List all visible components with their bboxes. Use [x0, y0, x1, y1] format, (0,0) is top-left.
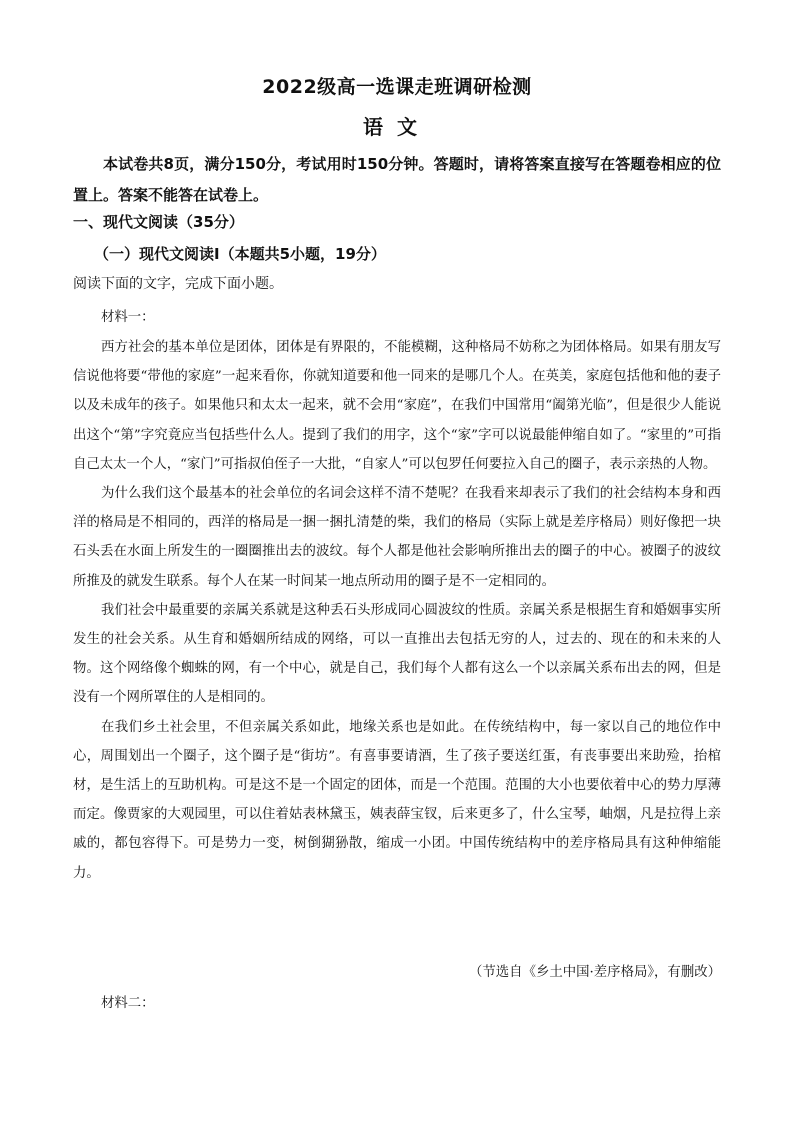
- exam-instructions: 本试卷共8页，满分150分，考试用时150分钟。答题时，请将答案直接写在答题卷相应的位置上。答案不能答在试卷上。: [73, 155, 721, 204]
- source-citation: （节选自《乡土中国·差序格局》，有删改）: [469, 965, 721, 980]
- part-heading: （一）现代文阅读Ⅰ（本题共5小题，19分）: [94, 245, 386, 263]
- exam-title: 2022级高一选课走班调研检测: [262, 76, 532, 98]
- material-one-paragraph: 为什么我们这个最基本的社会单位的名词会这样不清不楚呢？在我看来却表示了我们的社会结构本身和西洋的格局是不相同的，西洋的格局是一捆一捆扎清楚的柴，我们的格局（实际上就是差序格局）则好像把一块石头丢在水面上所发生的一圈圈推出去的波纹。每个人都是他社会影响所推出去的圈子的中心。被圈子的波纹所推及的就发生联系。每个人在某一时间某一地点所动用的圈子是不一定相同的。: [73, 486, 721, 589]
- subject-title: 语文: [363, 115, 431, 139]
- material-one-label: 材料一：: [101, 310, 155, 325]
- material-one-body: [73, 333, 721, 888]
- material-one-paragraph: 在我们乡土社会里，不但亲属关系如此，地缘关系也是如此。在传统结构中，每一家以自己的地位作中心，周围划出一个圈子，这个圈子是“街坊”。有喜事要请酒，生了孩子要送红蛋，有丧事要出来助殓，抬棺材，是生活上的互助机构。可是这不是一个固定的团体，而是一个范围。范围的大小也要依着中心的势力厚薄而定。像贾家的大观园里，可以住着姑表林黛玉，姨表薛宝钗，后来更多了，什么宝琴，岫烟，凡是拉得上亲戚的，都包容得下。可是势力一变，树倒猢狲散，缩成一小团。中国传统结构中的差序格局具有这种伸缩能力。: [73, 719, 721, 881]
- reading-directions: 阅读下面的文字，完成下面小题。: [73, 276, 283, 292]
- section-heading: 一、现代文阅读（35分）: [73, 213, 244, 231]
- material-two-label: 材料二：: [101, 996, 155, 1011]
- material-one-paragraph: 我们社会中最重要的亲属关系就是这种丢石头形成同心圆波纹的性质。亲属关系是根据生育和婚姻事实所发生的社会关系。从生育和婚姻所结成的网络，可以一直推出去包括无穷的人，过去的、现在的和未来的人物。这个网络像个蜘蛛的网，有一个中心，就是自己，我们每个人都有这么一个以亲属关系布出去的网，但是没有一个网所罩住的人是相同的。: [73, 602, 721, 706]
- material-one-paragraph: 西方社会的基本单位是团体，团体是有界限的，不能模糊，这种格局不妨称之为团体格局。如果有朋友写信说他将要“带他的家庭”一起来看你，你就知道要和他一同来的是哪几个人。在英美，家庭包括他和他的妻子以及未成年的孩子。如果他只和太太一起来，就不会用“家庭”，在我们中国常用“阖第光临”，但是很少人能说出这个“第”字究竟应当包括些什么人。提到了我们的用字，这个“家”字可以说最能伸缩自如了。“家里的”可指自己太太一个人，“家门”可指叔伯侄子一大批，“自家人”可以包罗任何要拉入自己的圈子，表示亲热的人物。: [73, 340, 721, 472]
